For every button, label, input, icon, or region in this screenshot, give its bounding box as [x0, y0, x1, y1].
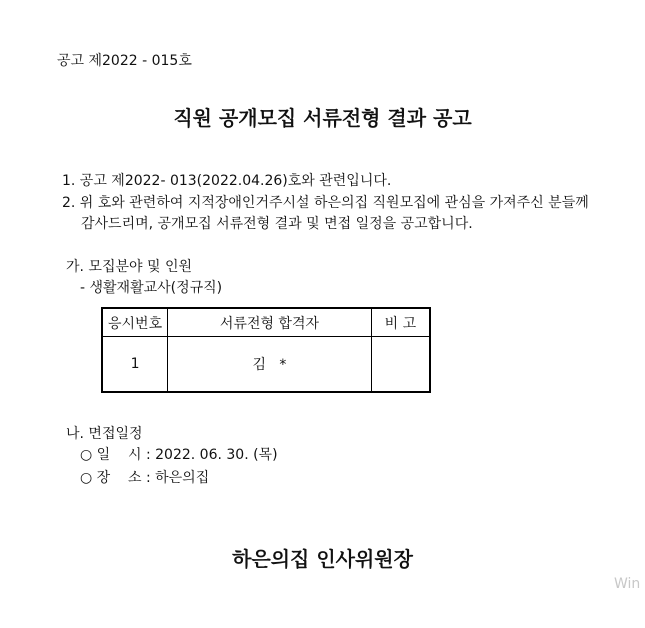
table-header-applicant-number: 응시번호: [102, 308, 168, 337]
interview-place-line: ○ 장 소 : 하은의집: [80, 470, 210, 486]
paragraph-item-2-continued: 감사드리며, 공개모집 서류전형 결과 및 면접 일정을 공고합니다.: [81, 216, 473, 232]
results-table: [101, 307, 431, 393]
table-row: [102, 337, 430, 393]
section-heading-recruitment: 가. 모집분야 및 인원: [66, 259, 192, 275]
paragraph-item-1: 1. 공고 제2022- 013(2022.04.26)호와 관련입니다.: [62, 173, 392, 189]
paragraph-item-2: 2. 위 호와 관련하여 지적장애인거주시설 하은의집 직원모집에 관심을 가져주신 분들께: [62, 195, 589, 211]
notice-number: 공고 제2022 - 015호: [57, 53, 192, 69]
table-cell-remarks: [371, 337, 430, 393]
table-header-remarks: 비 고: [371, 308, 430, 337]
interview-date-line: ○ 일 시 : 2022. 06. 30. (목): [80, 447, 278, 463]
table-header-passed-applicant: 서류전형 합격자: [168, 308, 372, 337]
table-cell-applicant-number: 1: [102, 337, 168, 393]
section-heading-interview: 나. 면접일정: [66, 426, 143, 442]
table-header-row: [102, 308, 430, 337]
table-cell-passed-applicant: 김 *: [168, 337, 372, 393]
watermark-text: Win: [614, 576, 641, 592]
signature-line: 하은의집 인사위원장: [232, 547, 413, 571]
section-subheading-position: - 생활재활교사(정규직): [80, 280, 223, 296]
document-title: 직원 공개모집 서류전형 결과 공고: [173, 106, 472, 130]
